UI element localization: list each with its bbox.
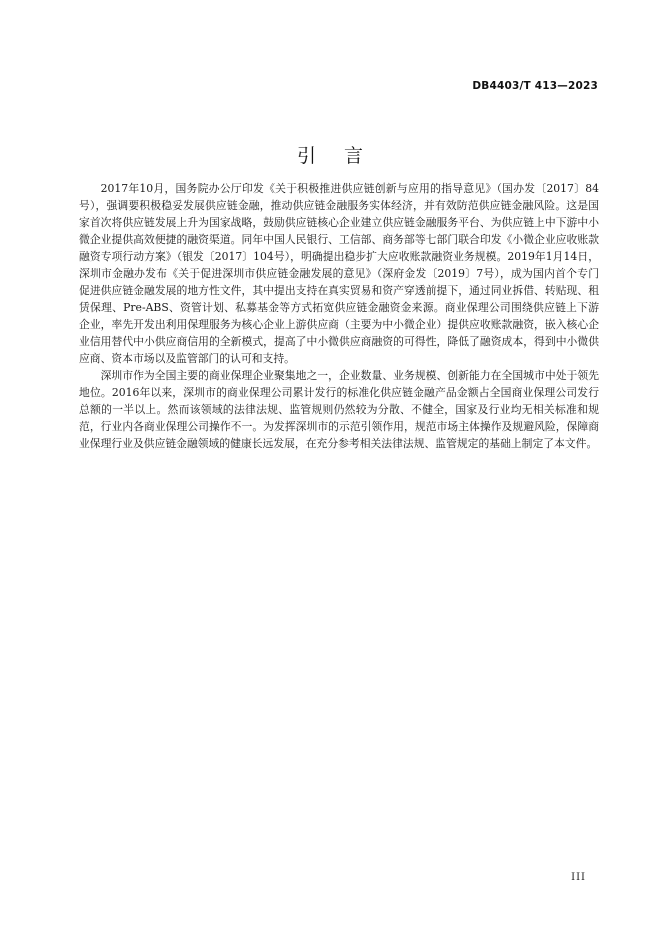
body-text: [79, 180, 599, 452]
page-title: 引 言: [296, 145, 366, 167]
page-number: III: [571, 872, 586, 883]
paragraph-1: 2017年10月，国务院办公厅印发《关于积极推进供应链创新与应用的指导意见》（国办发〔2017〕84号），强调要积极稳妥发展供应链金融，推动供应链金融服务实体经济，并有效防范供应链金融风险。这是国家首次将供应链发展上升为国家战略，鼓励供应链核心企业建立供应链金融服务平台、为供应链上中下游中小微企业提供高效便捷的融资渠道。同年中国人民银行、工信部、商务部等七部门联合印发《小微企业应收账款融资专项行动方案》（银发〔2017〕104号），明确提出稳步扩大应收账款融资业务规模。2019年1月14日，深圳市金融办发布《关于促进深圳市供应链金融发展的意见》（深府金发〔2019〕7号），成为国内首个专门促进供应链金融发展的地方性文件，其中提出支持在真实贸易和资产穿透前提下，通过同业拆借、转贴现、租赁保理、Pre-ABS、资管计划、私募基金等方式拓宽供应链金融资金来源。商业保理公司围绕供应链上下游企业，率先开发出利用保理服务为核心企业上游供应商（主要为中小微企业）提供应收账款融资，嵌入核心企业信用替代中小供应商信用的全新模式，提高了中小微供应商融资的可得性，降低了融资成本，得到中小微供应商、资本市场以及监管部门的认可和支持。: [79, 182, 599, 365]
document-code: DB4403/T 413—2023: [472, 80, 598, 92]
paragraph-2: 深圳市作为全国主要的商业保理企业聚集地之一，企业数量、业务规模、创新能力在全国城市中处于领先地位。2016年以来，深圳市的商业保理公司累计发行的标准化供应链金融产品金额占全国商业保理公司发行总额的一半以上。然而该领域的法律法规、监管规则仍然较为分散、不健全，国家及行业均无相关标准和规范，行业内各商业保理公司操作不一。为发挥深圳市的示范引领作用，规范市场主体操作及规避风险，保障商业保理行业及供应链金融领域的健康长远发展，在充分参考相关法律法规、监管规定的基础上制定了本文件。: [79, 369, 599, 450]
